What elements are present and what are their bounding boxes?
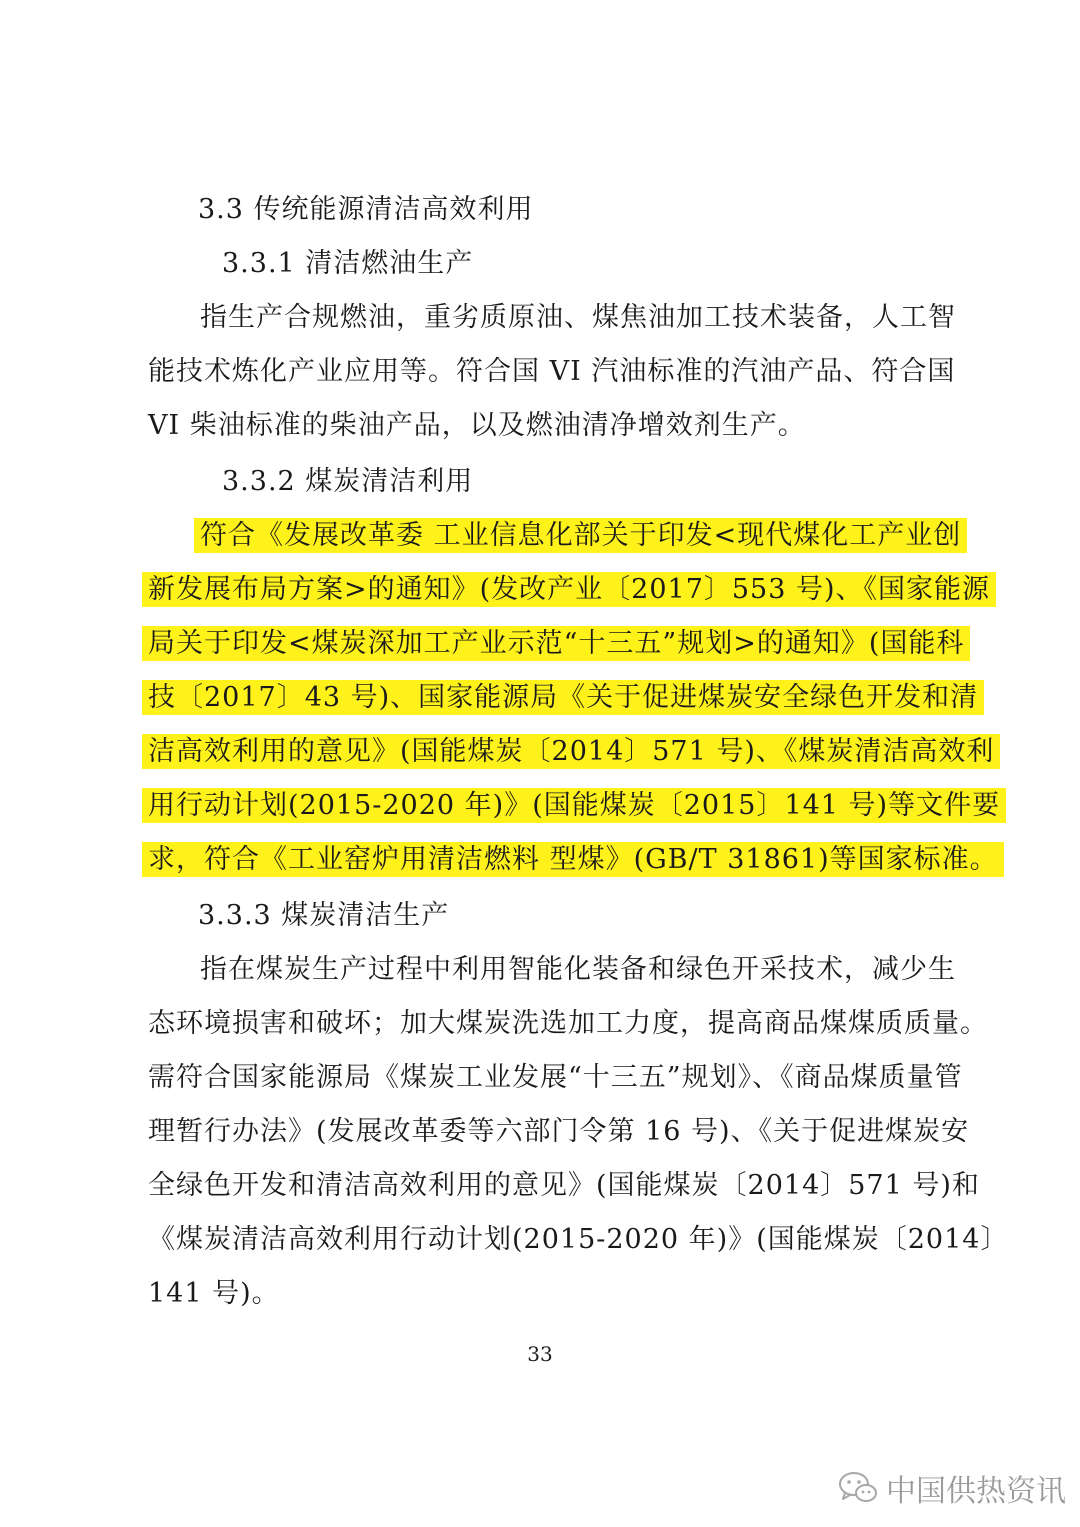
highlight-text: 洁高效利用的意见》(国能煤炭〔2014〕571 号)、《煤炭清洁高效利 [142, 734, 1000, 769]
paragraph-line: 态环境损害和破坏；加大煤炭洗选加工力度，提高商品煤煤质质量。 [148, 1008, 988, 1039]
highlighted-line [148, 840, 998, 880]
highlighted-line [148, 786, 1001, 826]
paragraph-line: 指生产合规燃油，重劣质原油、煤焦油加工技术装备，人工智 [200, 302, 956, 333]
section-3-3-2-heading: 3.3.2 煤炭清洁利用 [222, 466, 474, 497]
highlighted-line [200, 516, 962, 556]
highlight-text: 用行动计划(2015-2020 年)》(国能煤炭〔2015〕141 号)等文件要 [142, 788, 1006, 823]
wechat-icon [838, 1470, 878, 1506]
highlighted-line [148, 624, 965, 664]
paragraph-line: 能技术炼化产业应用等。符合国 VI 汽油标准的汽油产品、符合国 [148, 356, 956, 387]
page-number: 33 [527, 1342, 553, 1366]
paragraph-line: 141 号)。 [148, 1278, 280, 1309]
highlighted-line [148, 570, 991, 610]
section-3-3-3-heading: 3.3.3 煤炭清洁生产 [198, 900, 450, 931]
watermark-text: 中国供热资讯 [886, 1474, 1066, 1509]
paragraph-line: 需符合国家能源局《煤炭工业发展“十三五”规划》、《商品煤质量管 [148, 1062, 963, 1093]
highlight-text: 技〔2017〕43 号)、国家能源局《关于促进煤炭安全绿色开发和清 [142, 680, 984, 715]
paragraph-line: 《煤炭清洁高效利用行动计划(2015-2020 年)》(国能煤炭〔2014〕 [148, 1224, 1009, 1255]
highlight-text: 新发展布局方案>的通知》(发改产业〔2017〕553 号)、《国家能源 [142, 572, 996, 607]
highlighted-line [148, 732, 995, 772]
watermark [838, 1466, 1066, 1510]
paragraph-line: 全绿色开发和清洁高效利用的意见》(国能煤炭〔2014〕571 号)和 [148, 1170, 980, 1201]
highlighted-line [148, 678, 979, 718]
highlight-text: 符合《发展改革委 工业信息化部关于印发<现代煤化工产业创 [194, 518, 967, 553]
paragraph-line: 指在煤炭生产过程中利用智能化装备和绿色开采技术，减少生 [200, 954, 956, 985]
paragraph-line: 理暂行办法》(发展改革委等六部门令第 16 号)、《关于促进煤炭安 [148, 1116, 970, 1147]
paragraph-line: VI 柴油标准的柴油产品，以及燃油清净增效剂生产。 [148, 410, 806, 441]
section-3-3-1-heading: 3.3.1 清洁燃油生产 [222, 248, 474, 279]
section-3-3-heading: 3.3 传统能源清洁高效利用 [198, 194, 534, 225]
highlight-text: 局关于印发<煤炭深加工产业示范“十三五”规划>的通知》(国能科 [142, 626, 970, 661]
highlight-text: 求，符合《工业窑炉用清洁燃料 型煤》(GB/T 31861)等国家标准。 [142, 842, 1004, 877]
